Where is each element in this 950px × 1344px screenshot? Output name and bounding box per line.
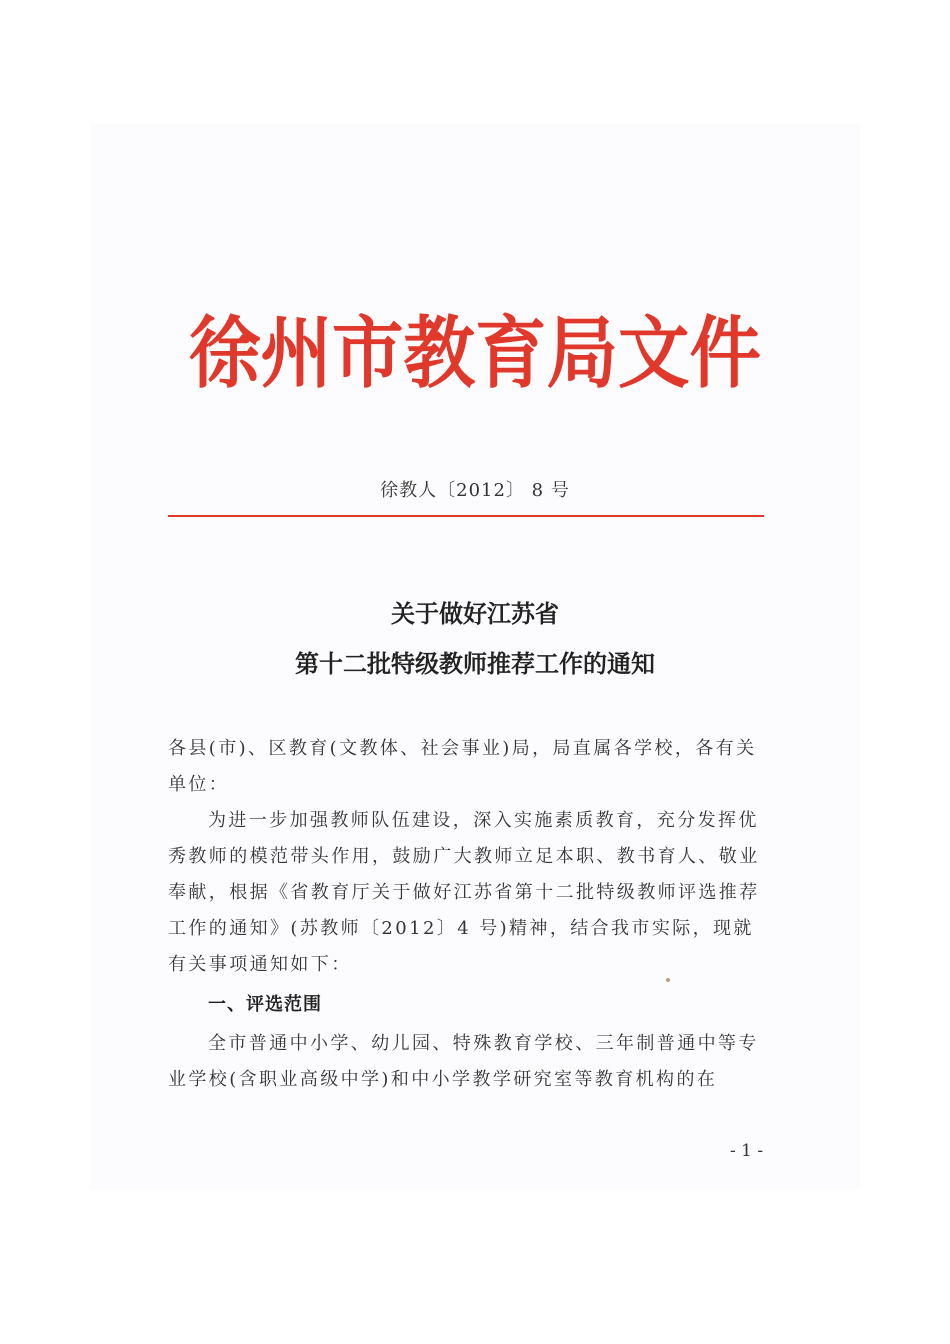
page-number: - 1 - [730,1141,764,1161]
intro-paragraph: 为进一步加强教师队伍建设，深入实施素质教育，充分发挥优秀教师的模范带头作用，鼓励广大教师立足本职、教书育人、敬业奉献，根据《省教育厅关于做好江苏省第十二批特级教师评选推荐工作的通知》(苏教师〔2012〕4 号)精神，结合我市实际，现就有关事项通知如下： [168,810,760,975]
notice-title-line-1: 关于做好江苏省 [391,600,559,628]
section-1-heading: 一、评选范围 [208,994,322,1015]
header-title-text: 徐州市教育局文件 [189,309,761,392]
section-1-paragraph: 全市普通中小学、幼儿园、特殊教育学校、三年制普通中等专业学校(含职业高级中学)和中小学教学研究室等教育机构的在 [168,1033,759,1090]
document-number: 徐教人〔2012〕 8 号 [380,480,570,501]
paper-speck [666,978,670,982]
document-header-title [90,302,860,392]
addressee-paragraph: 各县(市)、区教育(文教体、社会事业)局，局直属各学校，各有关单位： [168,738,757,795]
red-divider-line [168,515,764,517]
notice-title-line-2: 第十二批特级教师推荐工作的通知 [295,650,655,678]
